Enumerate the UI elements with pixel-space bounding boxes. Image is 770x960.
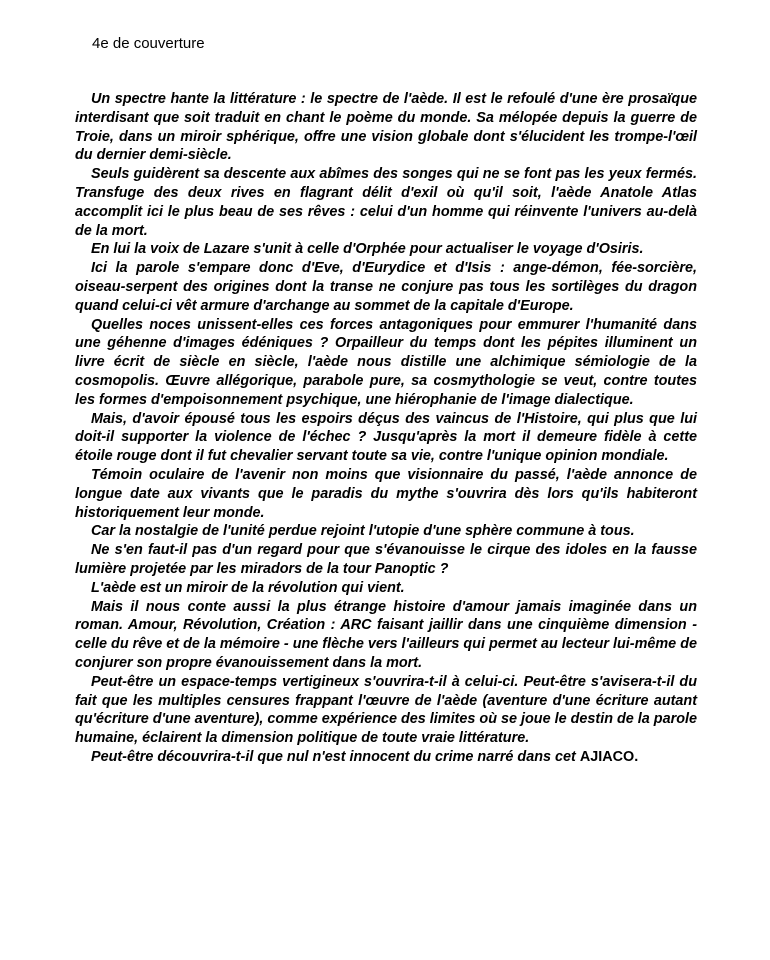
paragraph-10: L'aède est un miroir de la révolution qui vient. <box>91 579 405 596</box>
book-title: AJIACO <box>579 748 635 765</box>
paragraph-13 <box>75 748 697 767</box>
page-heading: 4e de couverture <box>92 35 205 52</box>
paragraph-2: Seuls guidèrent sa descente aux abîmes des songes qui ne se font pas les yeux fermés. Transfuge des deux rives en flagrant délit d'exil où qu'il soit, l'aède Anatole Atlas accomplit ici le plus beau de ses rêves : celui d'un homme qui réinvente l'univers au-delà de la mort. <box>75 166 697 239</box>
closing-period: . <box>634 748 639 765</box>
back-cover-text <box>75 90 697 767</box>
paragraph-12: Peut-être un espace-temps vertigineux s'ouvrira-t-il à celui-ci. Peut-être s'avisera-t-il du fait que les multiples censures frappant l'œuvre de l'aède (aventure d'une écriture autant qu'écriture d'une aventure), comme expérience des limites où se joue le destin de la parole humaine, éclairent la dimension politique de toute vraie littérature. <box>75 673 697 747</box>
paragraph-9: Ne s'en faut-il pas d'un regard pour que s'évanouisse le cirque des idoles en la fausse lumière projetée par les miradors de la tour Panoptic ? <box>75 542 697 577</box>
paragraph-5: Quelles noces unissent-elles ces forces antagoniques pour emmurer l'humanité dans une géhenne d'images édéniques ? Orpailleur du temps dont les pépites illuminent un livre écrit de siècle en siècle, l'aède nous distille une alchimique sémiologie de la cosmopolis. Œuvre allégorique, parabole pure, sa cosmythologie se veut, contre toutes les formes d'empoisonnement psychique, une hiérophanie de l'image dialectique. <box>75 316 697 408</box>
paragraph-7: Témoin oculaire de l'avenir non moins que visionnaire du passé, l'aède annonce de longue date aux vivants que le paradis du mythe s'ouvrira dès lors qu'ils habiteront historiquement leur monde. <box>75 466 697 521</box>
paragraph-8: Car la nostalgie de l'unité perdue rejoint l'utopie d'une sphère commune à tous. <box>91 523 635 540</box>
paragraph-3: En lui la voix de Lazare s'unit à celle d'Orphée pour actualiser le voyage d'Osiris. <box>91 241 644 258</box>
paragraph-4: Ici la parole s'empare donc d'Eve, d'Eurydice et d'Isis : ange-démon, fée-sorcière, oiseau-serpent des origines dont la transe ne conjure pas tous les sortilèges du dragon quand celui-ci vêt armure d'archange au sommet de la capitale d'Europe. <box>75 260 697 314</box>
paragraph-11: Mais il nous conte aussi la plus étrange histoire d'amour jamais imaginée dans un roman. Amour, Révolution, Création : ARC faisant jaillir dans une cinquième dimension - celle du rêve et de la mémoire - une flèche vers l'ailleurs qui permet au lecteur lui-même de conjurer son propre évanouissement dans la mort. <box>75 598 697 671</box>
paragraph-6: Mais, d'avoir épousé tous les espoirs déçus des vaincus de l'Histoire, qui plus que lui doit-il supporter la violence de l'échec ? Jusqu'après la mort il demeure fidèle à cette étoile rouge dont il fut chevalier servant toute sa vie, contre l'unique opinion mondiale. <box>75 410 697 465</box>
paragraph-13-text: Peut-être découvrira-t-il que nul n'est innocent du crime narré dans cet <box>91 748 580 765</box>
paragraph-1: Un spectre hante la littérature : le spectre de l'aède. Il est le refoulé d'une ère prosaïque interdisant que soit traduit en chant le poème du monde. Sa mélopée depuis la guerre de Troie, dans un miroir sphérique, offre une vision globale dont s'élucident les trompe-l'œil du dernier demi-siècle. <box>75 91 697 164</box>
